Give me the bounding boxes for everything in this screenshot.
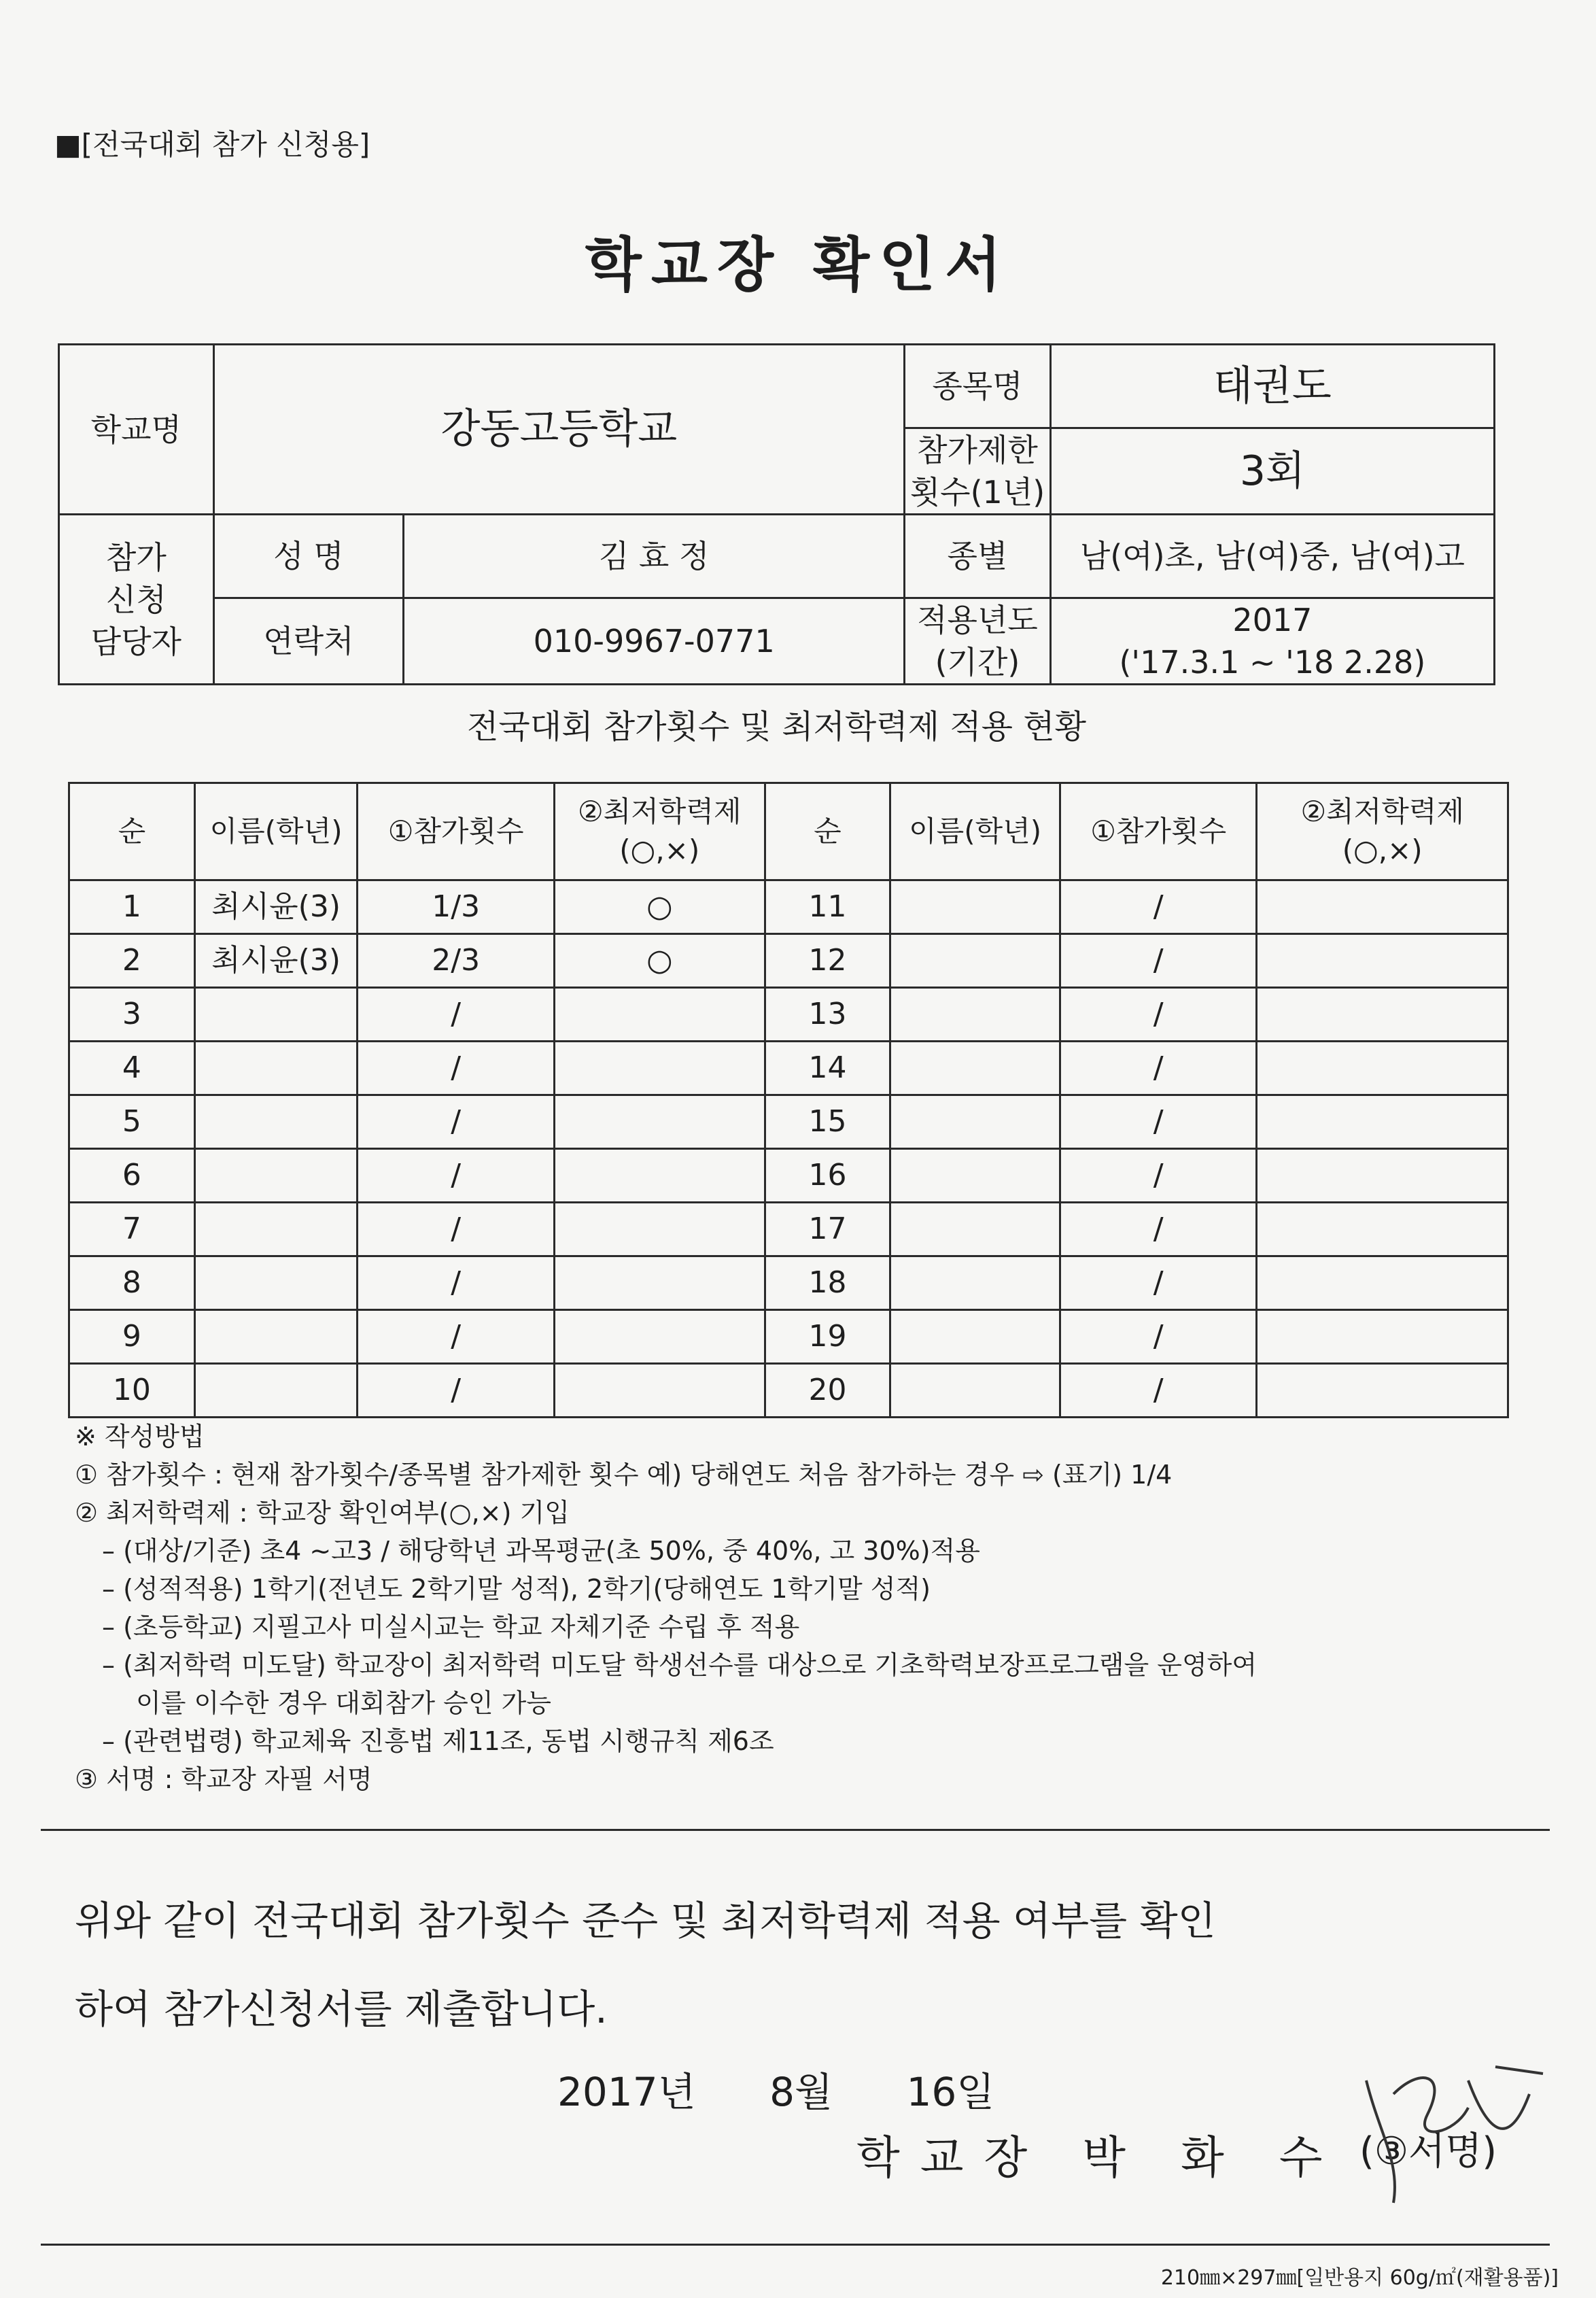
note-2: ② 최저학력제 : 학교장 확인여부(○,×) 기입	[75, 1498, 570, 1528]
school-name-value: 강동고등학교	[213, 345, 904, 515]
cell-count: /	[1060, 988, 1257, 1042]
cell-count: /	[358, 1042, 555, 1095]
cell-count: /	[1060, 1310, 1257, 1364]
cell-name	[194, 1310, 358, 1364]
limit-value: 3회	[1050, 428, 1494, 515]
year-label-line2: (기간)	[935, 644, 1020, 681]
school-name-label: 학교명	[59, 345, 214, 515]
note-2-below-min-cont: 이를 이수한 경우 대회참가 승인 가능	[136, 1688, 552, 1718]
col-min-right-line1: ②최저학력제	[1300, 795, 1464, 829]
cell-name	[194, 1095, 358, 1149]
col-name: 이름(학년)	[194, 783, 358, 880]
limit-label	[905, 428, 1051, 515]
cell-min	[554, 1364, 765, 1418]
cell-no: 6	[69, 1149, 195, 1203]
cell-count: 2/3	[358, 934, 555, 988]
category-label: 종별	[905, 515, 1051, 598]
contact-label-line1: 참가	[105, 538, 167, 576]
event-value: 태권도	[1050, 345, 1494, 428]
cell-name	[890, 1364, 1060, 1418]
cell-count: /	[1060, 1149, 1257, 1203]
cell-no: 11	[765, 880, 890, 934]
cell-min: ○	[554, 880, 765, 934]
table-row	[69, 1149, 1508, 1203]
col-name-right: 이름(학년)	[890, 783, 1060, 880]
limit-label-line1: 참가제한	[917, 432, 1038, 468]
event-label: 종목명	[905, 345, 1051, 428]
table-row	[69, 1256, 1508, 1310]
cell-min: ○	[554, 934, 765, 988]
cell-no: 19	[765, 1310, 890, 1364]
cell-no: 7	[69, 1203, 195, 1256]
table-row	[69, 1095, 1508, 1149]
cell-name	[194, 1364, 358, 1418]
cell-min	[554, 1256, 765, 1310]
cell-no: 17	[765, 1203, 890, 1256]
cell-no: 12	[765, 934, 890, 988]
table-row	[69, 934, 1508, 988]
contact-label-line2: 신청	[105, 581, 167, 618]
year-label-line1: 적용년도	[917, 602, 1038, 639]
cell-name	[890, 1042, 1060, 1095]
cell-name	[890, 934, 1060, 988]
cell-min	[1257, 1256, 1508, 1310]
table-row	[69, 1042, 1508, 1095]
person-name-value: 김 효 정	[404, 515, 905, 598]
school-info-table	[58, 343, 1495, 685]
phone-value: 010-9967-0771	[404, 598, 905, 685]
cell-no: 18	[765, 1256, 890, 1310]
cell-no: 9	[69, 1310, 195, 1364]
col-min-line1: ②최저학력제	[578, 795, 742, 829]
note-2-grades: – (성적적용) 1학기(전년도 2학기말 성적), 2학기(당해연도 1학기말 성적)	[102, 1574, 931, 1604]
cell-min	[1257, 1149, 1508, 1203]
phone-label: 연락처	[213, 598, 404, 685]
col-min-right	[1257, 783, 1508, 880]
cell-name	[194, 1149, 358, 1203]
contact-person-label	[59, 515, 214, 685]
history-rows	[69, 880, 1508, 1418]
cell-no: 13	[765, 988, 890, 1042]
submission-date	[557, 2060, 1056, 2117]
date-month: 8월	[769, 2069, 833, 2115]
cell-count: /	[1060, 934, 1257, 988]
cell-name	[194, 988, 358, 1042]
cell-min	[1257, 1042, 1508, 1095]
table-row	[69, 1364, 1508, 1418]
cell-no: 14	[765, 1042, 890, 1095]
cell-min	[554, 1042, 765, 1095]
note-2-below-min: – (최저학력 미도달) 학교장이 최저학력 미도달 학생선수를 대상으로 기초학력보장프로그램을 운영하여	[102, 1650, 1257, 1680]
year-value	[1050, 598, 1494, 685]
contact-label-line3: 담당자	[90, 623, 181, 660]
year-value-line2: ('17.3.1 ~ '18 2.28)	[1119, 644, 1426, 681]
cell-min	[554, 1095, 765, 1149]
cell-min	[554, 1310, 765, 1364]
col-min-right-line2: (○,×)	[1342, 834, 1423, 867]
cell-min	[1257, 1203, 1508, 1256]
cell-count: /	[1060, 1364, 1257, 1418]
cell-min	[1257, 1095, 1508, 1149]
cell-min	[1257, 988, 1508, 1042]
cell-name	[890, 1310, 1060, 1364]
cell-count: 1/3	[358, 880, 555, 934]
cell-name	[890, 1149, 1060, 1203]
paper-spec: 210㎜×297㎜[일반용지 60g/㎡(재활용품)]	[1160, 2266, 1559, 2290]
cell-no: 4	[69, 1042, 195, 1095]
cell-count: /	[1060, 1095, 1257, 1149]
principal-name: 학교장 박 화 수	[856, 2131, 1343, 2184]
limit-label-line2: 횟수(1년)	[909, 474, 1045, 511]
cell-name	[890, 1256, 1060, 1310]
cell-min	[1257, 934, 1508, 988]
cell-count: /	[358, 1310, 555, 1364]
cell-no: 10	[69, 1364, 195, 1418]
cell-count: /	[1060, 880, 1257, 934]
note-2-elementary: – (초등학교) 지필고사 미실시교는 학교 자체기준 수립 후 적용	[102, 1612, 800, 1642]
cell-min	[554, 1203, 765, 1256]
cell-name	[194, 1203, 358, 1256]
cell-no: 16	[765, 1149, 890, 1203]
cell-count: /	[1060, 1203, 1257, 1256]
col-min	[554, 783, 765, 880]
cell-name: 최시윤(3)	[194, 934, 358, 988]
cell-count: /	[1060, 1256, 1257, 1310]
cell-no: 2	[69, 934, 195, 988]
cell-count: /	[358, 1203, 555, 1256]
cell-min	[554, 1149, 765, 1203]
cell-name	[890, 1095, 1060, 1149]
cell-count: /	[358, 1149, 555, 1203]
page-title: 학교장 확인서	[585, 231, 1011, 299]
col-count-right: ①참가횟수	[1060, 783, 1257, 880]
cell-no: 3	[69, 988, 195, 1042]
col-no: 순	[69, 783, 195, 880]
table-row	[69, 1310, 1508, 1364]
signature-placeholder: (③서명)	[1359, 2129, 1497, 2174]
table-row	[69, 988, 1508, 1042]
category-value: 남(여)초, 남(여)중, 남(여)고	[1050, 515, 1494, 598]
cell-count: /	[358, 1256, 555, 1310]
divider	[41, 1829, 1550, 1831]
person-name-label: 성 명	[213, 515, 404, 598]
table-row	[69, 1203, 1508, 1256]
cell-name	[194, 1256, 358, 1310]
note-3: ③ 서명 : 학교장 자필 서명	[75, 1764, 372, 1794]
col-no-right: 순	[765, 783, 890, 880]
cell-min	[1257, 880, 1508, 934]
cell-no: 8	[69, 1256, 195, 1310]
note-heading: ※ 작성방법	[75, 1422, 205, 1452]
cell-count: /	[1060, 1042, 1257, 1095]
note-2-law: – (관련법령) 학교체육 진흥법 제11조, 동법 시행규칙 제6조	[102, 1726, 774, 1756]
footer-divider	[41, 2244, 1550, 2246]
date-day: 16일	[906, 2069, 995, 2115]
cell-name: 최시윤(3)	[194, 880, 358, 934]
confirm-line2: 하여 참가신청서를 제출합니다.	[75, 1986, 608, 2032]
cell-no: 15	[765, 1095, 890, 1149]
cell-count: /	[358, 988, 555, 1042]
cell-min	[1257, 1310, 1508, 1364]
cell-min	[1257, 1364, 1508, 1418]
cell-no: 5	[69, 1095, 195, 1149]
confirm-line1: 위와 같이 전국대회 참가횟수 준수 및 최저학력제 적용 여부를 확인	[75, 1898, 1216, 1944]
col-count: ①참가횟수	[358, 783, 555, 880]
history-section-title: 전국대회 참가횟수 및 최저학력제 적용 현황	[467, 708, 1086, 746]
table-row	[69, 880, 1508, 934]
col-min-line2: (○,×)	[619, 834, 700, 867]
cell-no: 1	[69, 880, 195, 934]
form-usage-tag: ■[전국대회 참가 신청용]	[54, 128, 370, 161]
participation-history-table	[68, 782, 1509, 1418]
cell-name	[194, 1042, 358, 1095]
cell-name	[890, 880, 1060, 934]
handwritten-signature	[1353, 2053, 1557, 2230]
year-label	[905, 598, 1051, 685]
confirmation-statement	[75, 1876, 1536, 2053]
cell-min	[554, 988, 765, 1042]
cell-count: /	[358, 1095, 555, 1149]
note-1: ① 참가횟수 : 현재 참가횟수/종목별 참가제한 횟수 예) 당해연도 처음 참가하는 경우 ⇨ (표기) 1/4	[75, 1460, 1173, 1490]
cell-name	[890, 1203, 1060, 1256]
date-year: 2017년	[557, 2069, 696, 2115]
cell-no: 20	[765, 1364, 890, 1418]
year-value-line1: 2017	[1232, 602, 1313, 639]
cell-count: /	[358, 1364, 555, 1418]
note-2-target: – (대상/기준) 초4 ~고3 / 해당학년 과목평균(초 50%, 중 40%, 고 30%)적용	[102, 1536, 980, 1566]
cell-name	[890, 988, 1060, 1042]
instructions	[75, 1418, 1536, 1798]
